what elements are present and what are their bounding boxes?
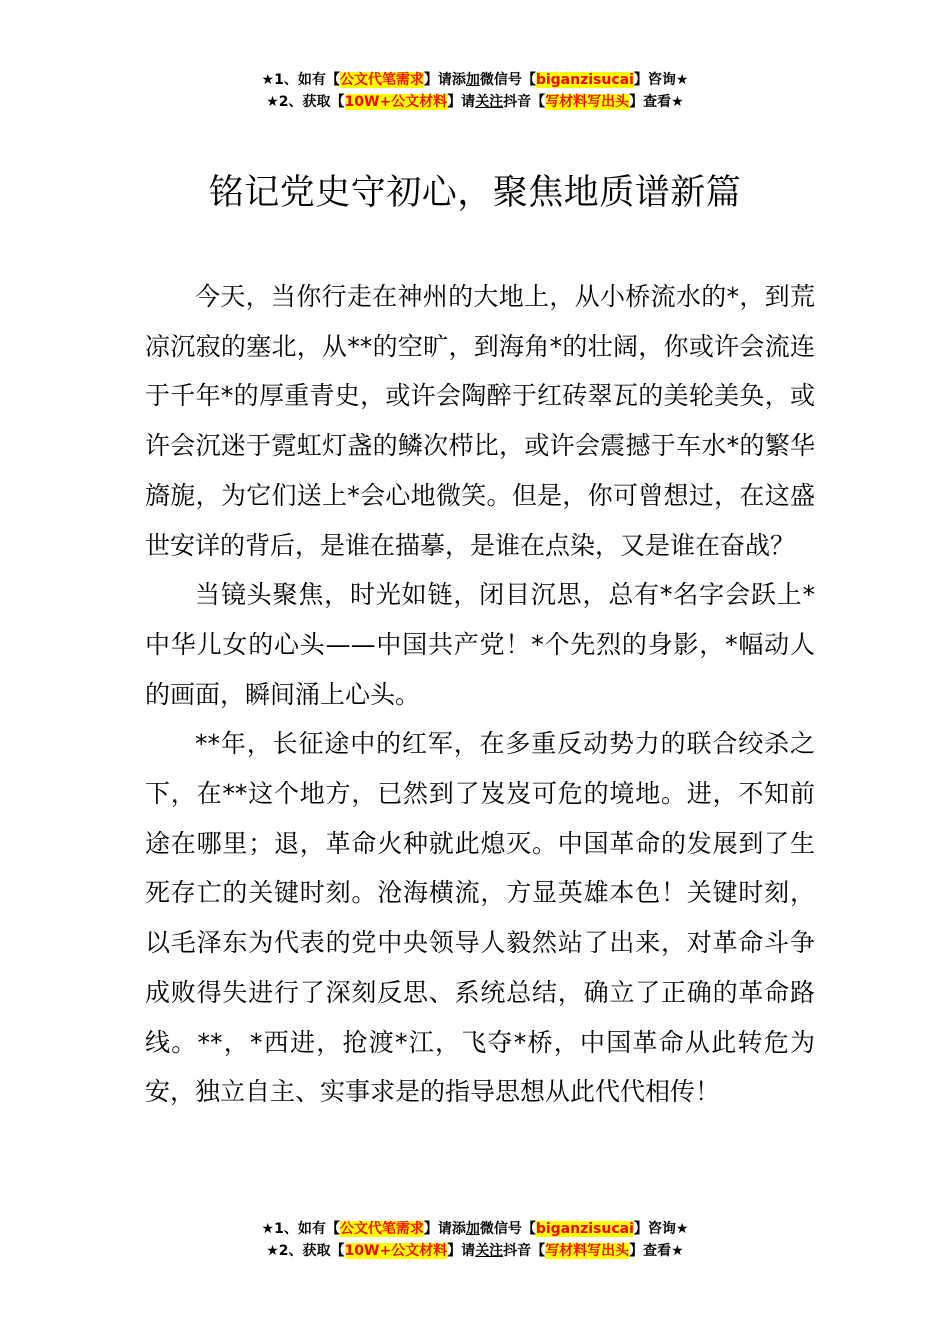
- banner-underlined: 关注: [475, 1243, 504, 1259]
- banner-text: 】请: [447, 94, 476, 110]
- banner-text: ★1、如有【: [261, 72, 340, 88]
- banner-text: 微信号【: [479, 1221, 536, 1237]
- banner-line-1: [0, 1218, 950, 1240]
- banner-highlight: 写材料写出头: [545, 94, 630, 110]
- banner-underlined: 关注: [475, 94, 504, 110]
- footer-banner: [0, 1218, 950, 1262]
- banner-text: 】咨询★: [633, 72, 689, 88]
- banner-text: ★2、获取【: [266, 1243, 345, 1259]
- banner-text: 微信号【: [479, 72, 536, 88]
- banner-text: 】咨询★: [633, 1221, 689, 1237]
- paragraph: 当镜头聚焦，时光如链，闭目沉思，总有*名字会跃上*中华儿女的心头——中国共产党！*个先烈的身影，*幅动人的画面，瞬间涌上心头。: [145, 580, 815, 709]
- banner-text: 】请: [447, 1243, 476, 1259]
- banner-text: 】请添: [423, 1221, 466, 1237]
- banner-highlight: biganzisucai: [535, 72, 634, 88]
- banner-underlined: 加: [465, 72, 480, 88]
- banner-highlight: 写材料写出头: [545, 1243, 630, 1259]
- paragraph: 今天，当你行走在神州的大地上，从小桥流水的*，到荒凉沉寂的塞北，从**的空旷，到海角*的壮阔，你或许会流连于千年*的厚重青史，或许会陶醉于红砖翠瓦的美轮美奂，或许会沉迷于霓虹灯盏的鳞次栉比，或许会震撼于车水*的繁华旖旎，为它们送上*会心地微笑。但是，你可曾想过，在这盛世安详的背后，是谁在描摹，是谁在点染，又是谁在奋战？: [145, 282, 815, 560]
- banner-highlight: 公文代笔需求: [339, 1221, 424, 1237]
- banner-line-2: [0, 91, 950, 113]
- banner-text: 抖音【: [503, 1243, 546, 1259]
- banner-text: 】请添: [423, 72, 466, 88]
- banner-highlight: 10W+公文材料: [344, 1243, 448, 1259]
- banner-text: 抖音【: [503, 94, 546, 110]
- banner-highlight: biganzisucai: [535, 1221, 634, 1237]
- header-banner: [0, 69, 950, 113]
- banner-highlight: 10W+公文材料: [344, 94, 448, 110]
- banner-text: ★2、获取【: [266, 94, 345, 110]
- document-body: [145, 272, 815, 1117]
- banner-line-1: [0, 69, 950, 91]
- banner-highlight: 公文代笔需求: [339, 72, 424, 88]
- banner-text: ★1、如有【: [261, 1221, 340, 1237]
- banner-text: 】查看★: [629, 1243, 684, 1259]
- banner-text: 】查看★: [629, 94, 684, 110]
- document-title: 铭记党史守初心，聚焦地质谱新篇: [208, 173, 742, 213]
- paragraph: **年，长征途中的红军，在多重反动势力的联合绞杀之下，在**这个地方，已然到了岌岌可危的境地。进，不知前途在哪里；退，革命火种就此熄灭。中国革命的发展到了生死存亡的关键时刻。沧海横流，方显英雄本色！关键时刻，以毛泽东为代表的党中央领导人毅然站了出来，对革命斗争成败得失进行了深刻反思、系统总结，确立了正确的革命路线。**，*西进，抢渡*江，飞夺*桥，中国革命从此转危为安，独立自主、实事求是的指导思想从此代代相传！: [145, 729, 815, 1107]
- banner-underlined: 加: [465, 1221, 480, 1237]
- banner-line-2: [0, 1240, 950, 1262]
